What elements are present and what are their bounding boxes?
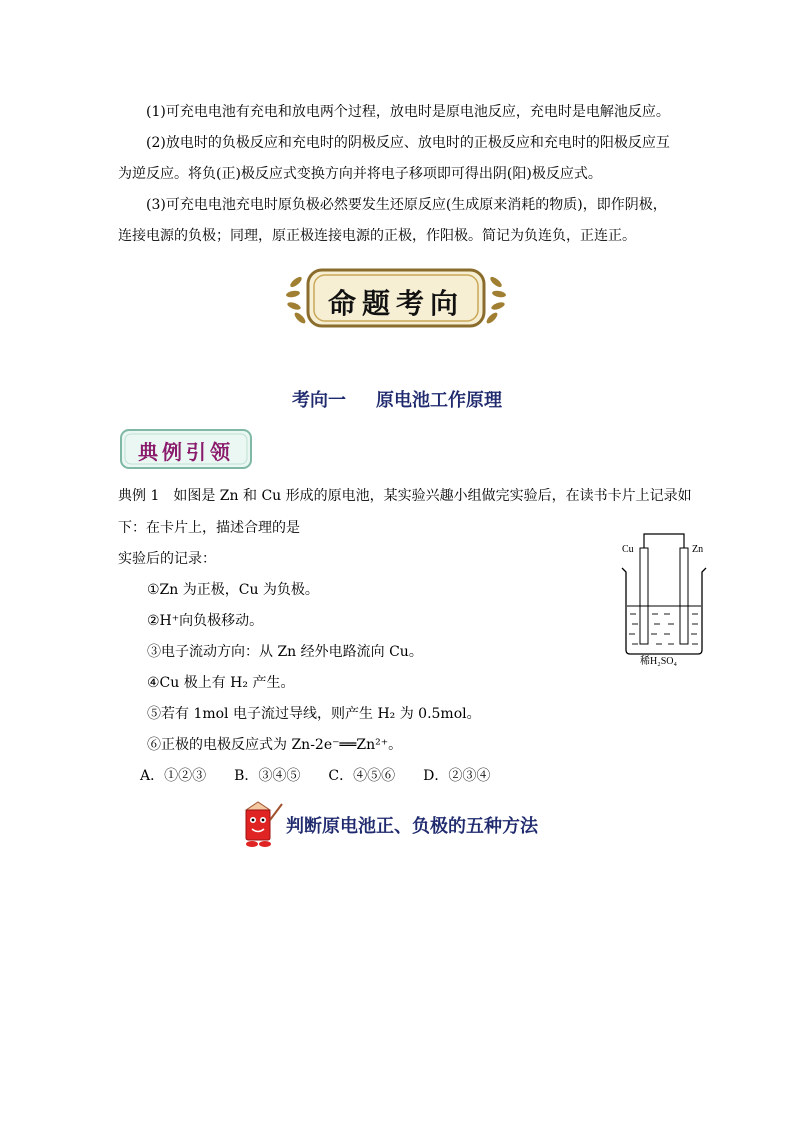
record-item-2: ②H⁺向负极移动。 bbox=[147, 613, 264, 629]
solution-label: 稀H₂SO₄ bbox=[640, 656, 677, 667]
section-number: 考向一 bbox=[292, 390, 346, 411]
section-heading bbox=[0, 386, 794, 412]
note-paragraph-2: (2)放电时的负极反应和充电时的阴极反应、放电时的正极反应和充电时的阳极反应互为逆反应。将负(正)极反应式变换方向并将电子移项即可得出阴(阳)极反应式。 bbox=[118, 135, 670, 182]
example-stem-line2: 下：在卡片上，描述合理的是 bbox=[118, 520, 300, 536]
record-title: 实验后的记录： bbox=[118, 551, 216, 567]
electrode-label-zn: Zn bbox=[692, 544, 704, 555]
answer-options: A．①②③ B．③④⑤ C．④⑤⑥ D．②③④ bbox=[140, 768, 491, 784]
record-item-5: ⑤若有 1mol 电子流过导线，则产生 H₂ 为 0.5mol。 bbox=[147, 706, 481, 722]
method-heading bbox=[238, 800, 598, 848]
section-name: 原电池工作原理 bbox=[376, 390, 502, 411]
example-tag-label: 典例引领 bbox=[138, 440, 234, 464]
electrode-label-cu: Cu bbox=[622, 544, 634, 555]
method-title: 判断原电池正、负极的五种方法 bbox=[286, 816, 538, 837]
note-paragraph-3: (3)可充电电池充电时原负极必然要发生还原反应(生成原来消耗的物质)，即作阴极，连接电源的负极；同理，原正极连接电源的正极，作阳极。简记为负连负，正连正。 bbox=[118, 197, 667, 244]
example-stem-line1: 典例 1 如图是 Zn 和 Cu 形成的原电池，某实验兴趣小组做完实验后，在读书卡片上记录如 bbox=[118, 488, 692, 504]
record-item-3: ③电子流动方向：从 Zn 经外电路流向 Cu。 bbox=[147, 644, 423, 660]
record-item-6: ⑥正极的电极反应式为 Zn-2e⁻══Zn²⁺。 bbox=[147, 737, 403, 753]
banner-title: 命题考向 bbox=[327, 287, 464, 320]
example-tag bbox=[119, 426, 253, 472]
pencil-mascot-icon bbox=[238, 800, 284, 848]
record-item-4: ④Cu 极上有 H₂ 产生。 bbox=[147, 675, 295, 691]
note-paragraph-1: (1)可充电电池有充电和放电两个过程，放电时是原电池反应，充电时是电解池反应。 bbox=[146, 104, 670, 120]
galvanic-cell-diagram bbox=[618, 528, 710, 666]
topic-banner bbox=[286, 262, 506, 334]
record-item-1: ①Zn 为正极，Cu 为负极。 bbox=[147, 582, 319, 598]
